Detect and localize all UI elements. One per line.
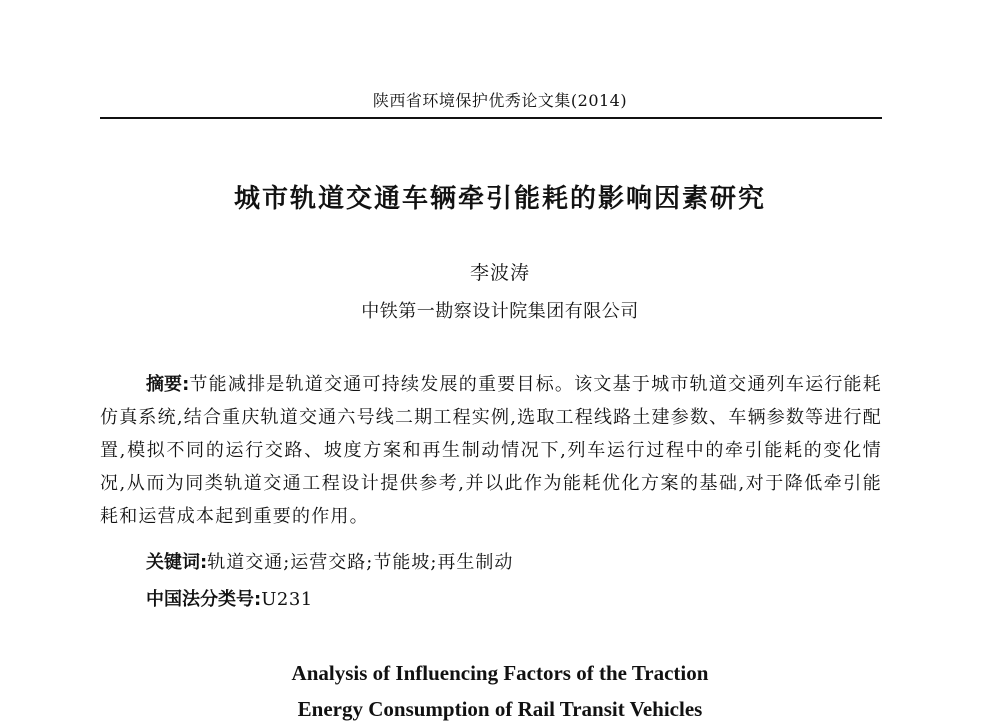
abstract <box>100 368 882 533</box>
header-rule <box>100 117 882 119</box>
keywords <box>146 548 513 574</box>
author-affiliation: 中铁第一勘察设计院集团有限公司 <box>361 301 639 322</box>
abstract-label: 摘要: <box>146 374 190 395</box>
running-header: 陕西省环境保护优秀论文集(2014) <box>372 91 628 110</box>
paper-title: 城市轨道交通车辆牵引能耗的影响因素研究 <box>233 184 766 214</box>
abstract-text: 节能减排是轨道交通可持续发展的重要目标。该文基于城市轨道交通列车运行能耗仿真系统,结合重庆轨道交通六号线二期工程实例,选取工程线路土建参数、车辆参数等进行配置,模拟不同的运行交路、坡度方案和再生制动情况下,列车运行过程中的牵引能耗的变化情况,从而为同类轨道交通工程设计提供参考,并以此作为能耗优化方案的基础,对于降低牵引能耗和运营成本起到重要的作用。 <box>100 374 883 527</box>
keywords-text: 轨道交通;运营交路;节能坡;再生制动 <box>207 552 514 573</box>
keywords-label: 关键词: <box>146 552 208 573</box>
classification-number <box>146 585 313 611</box>
english-title-line2: Energy Consumption of Rail Transit Vehicles <box>297 697 703 721</box>
classification-code: U231 <box>261 589 313 610</box>
english-title-line1: Analysis of Influencing Factors of the Traction <box>291 661 709 685</box>
english-title <box>0 655 1000 727</box>
classification-label: 中国法分类号: <box>146 589 262 610</box>
author-name: 李波涛 <box>469 262 530 284</box>
